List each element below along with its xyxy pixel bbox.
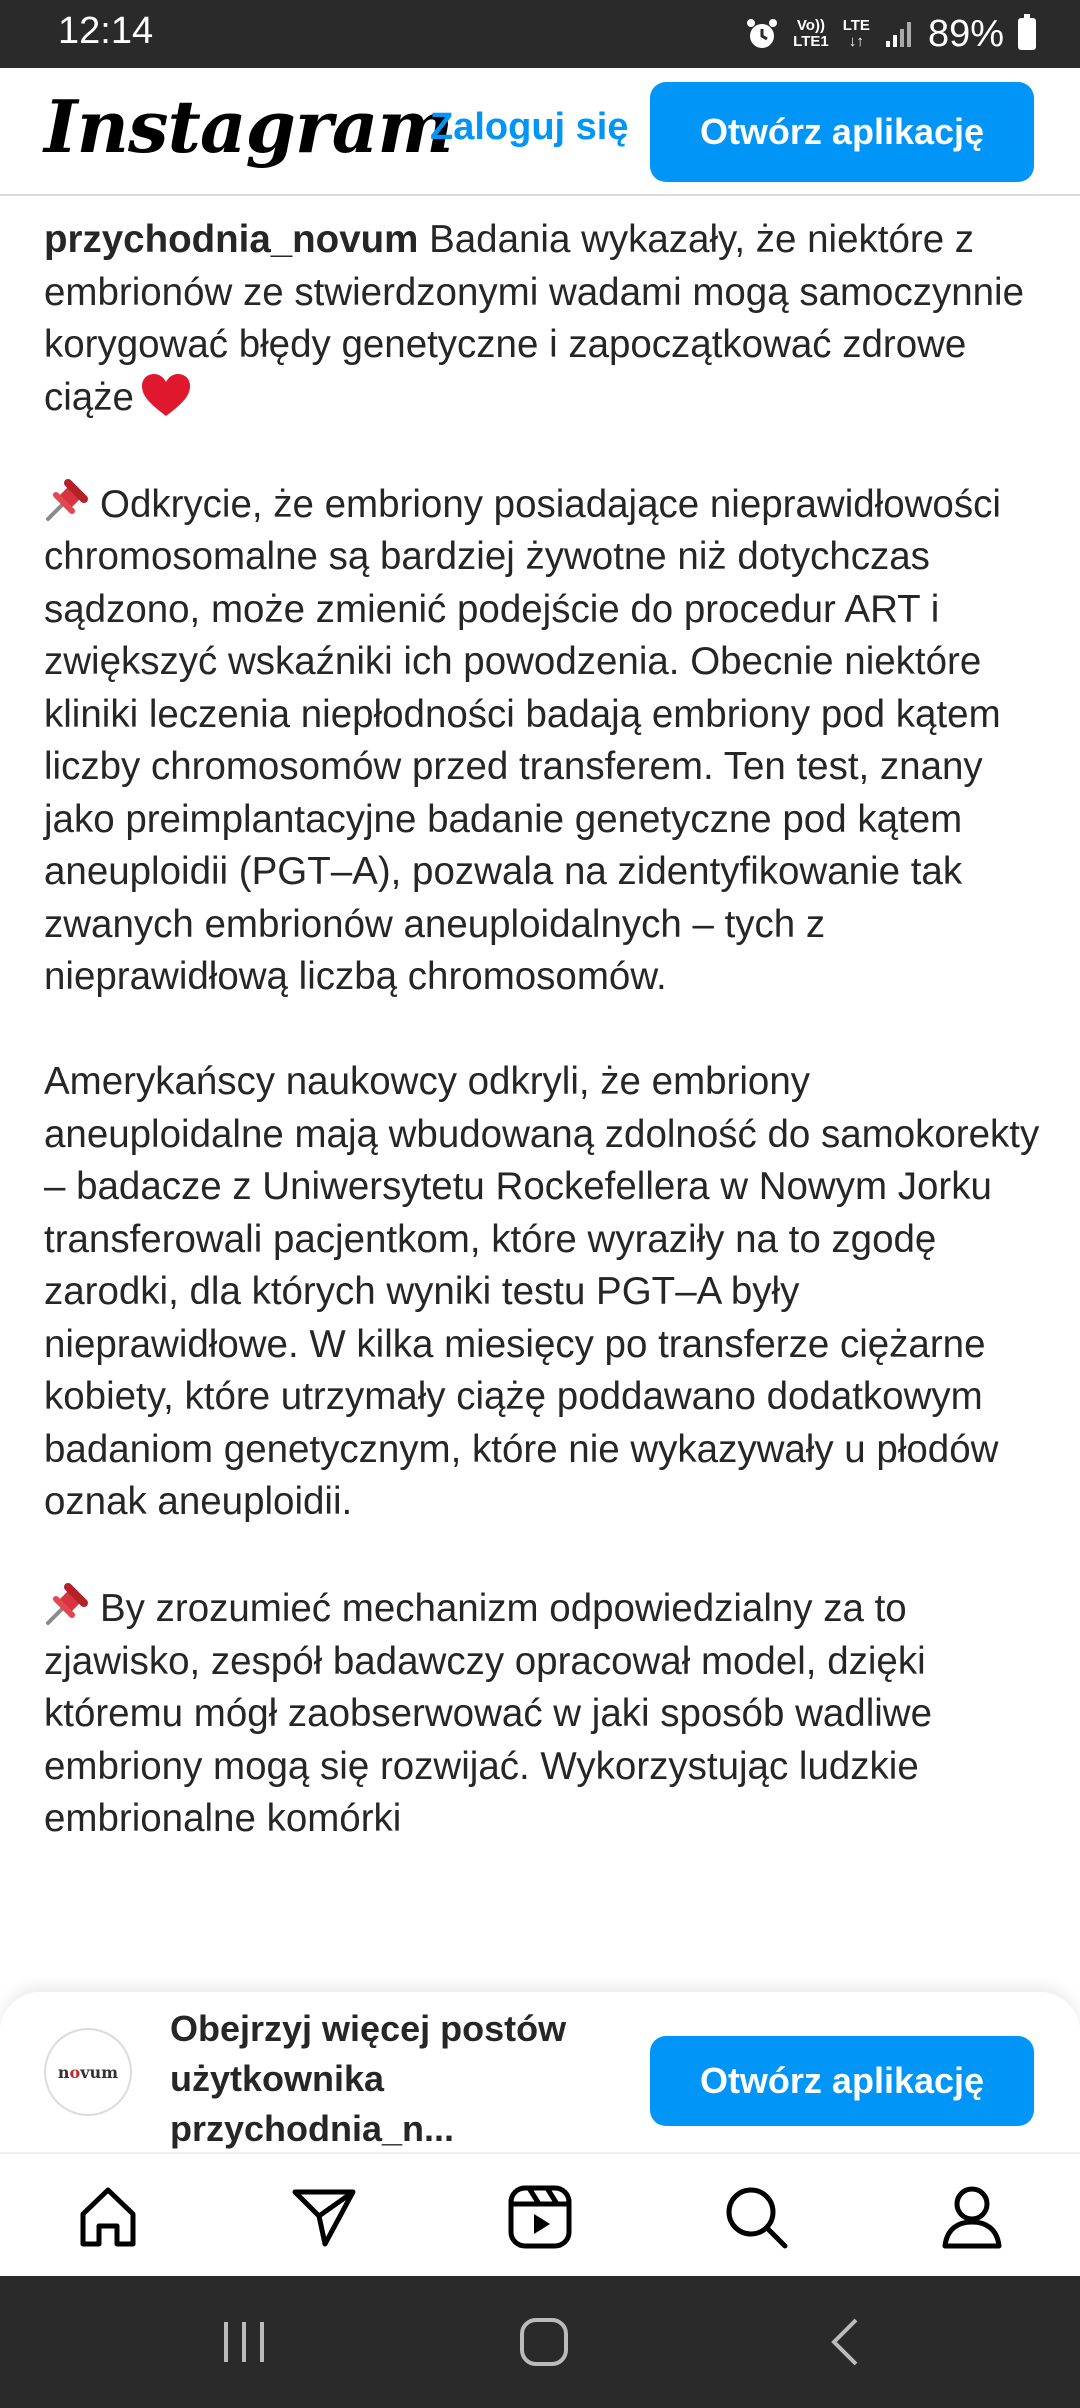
alarm-icon [745, 17, 779, 51]
recents-icon[interactable] [214, 2312, 274, 2372]
status-bar [0, 0, 1080, 68]
open-app-button[interactable]: Otwórz aplikację [650, 82, 1034, 182]
caption-intro [44, 214, 1044, 424]
caption-paragraph-1-text: Odkrycie, że embriony posiadające nieprawidłowości chromosomalne są bardziej żywotne niż dotychczas sądzono, może zmienić podejście do procedur ART i zwiększyć wskaźniki ich powodzenia. Obecnie niektóre kliniki leczenia niepłodności badają embriony pod kątem liczby chromosomów przed transferem. Ten test, znany jako preimplantacyjne badanie genetyczne pod kątem aneuploidii (PGT–A), pozwala na zidentyfikowanie tak zwanych embrionów aneuploidalnych – tych z nieprawidłową liczbą chromosomów. [44, 482, 1001, 998]
post-caption [44, 214, 1044, 1898]
bottom-nav [0, 2152, 1080, 2278]
avatar[interactable] [44, 2028, 132, 2116]
pushpin-icon [44, 477, 90, 523]
direct-icon[interactable] [289, 2182, 359, 2252]
profile-icon[interactable] [937, 2182, 1007, 2252]
status-time: 12:14 [58, 10, 154, 52]
caption-paragraph-1 [44, 477, 1044, 1004]
open-app-sheet [0, 1992, 1080, 2152]
red-heart-icon [140, 372, 192, 418]
sheet-message: Obejrzyj więcej postów użytkownika przychodnia_n... [170, 2008, 567, 2149]
search-icon[interactable] [721, 2182, 791, 2252]
home-icon[interactable] [73, 2182, 143, 2252]
volte-label: Vo)) LTE1 [793, 17, 829, 50]
caption-paragraph-3 [44, 1581, 1044, 1846]
battery-percent: 89% [927, 12, 1004, 55]
signal-icon [884, 19, 914, 49]
lte-label: LTE ↓↑ [842, 17, 870, 50]
avatar-logo-text: novum [57, 2062, 119, 2082]
instagram-logo[interactable]: Instagram [44, 84, 453, 169]
system-nav-bar [0, 2276, 1080, 2408]
pushpin-icon [44, 1581, 90, 1627]
battery-icon [1018, 18, 1036, 50]
home-button-icon[interactable] [514, 2312, 574, 2372]
caption-paragraph-2: Amerykańscy naukowcy odkryli, że embriony aneuploidalne mają wbudowaną zdolność do samokorekty – badacze z Uniwersytetu Rockefellera w Nowym Jorku transferowali pacjentkom, które wyraziły na to zgodę zarodki, dla których wyniki testu PGT–A były nieprawidłowe. W kilka miesięcy po transferze ciężarne kobiety, które utrzymały ciążę poddawano dodatkowym badaniom genetycznym, które nie wykazywały u płodów oznak aneuploidii. [44, 1060, 1040, 1523]
back-icon[interactable] [818, 2312, 878, 2372]
login-link[interactable]: Zaloguj się [430, 106, 629, 148]
caption-username[interactable]: przychodnia_novum [44, 218, 419, 261]
caption-intro-text: Badania wykazały, że niektóre z embrionów ze stwierdzonymi wadami mogą samoczynnie korygować błędy genetyczne i zapoczątkować zdrowe ciąże [44, 218, 1025, 419]
reels-icon[interactable] [505, 2182, 575, 2252]
sheet-open-app-button[interactable]: Otwórz aplikację [650, 2036, 1034, 2126]
top-bar [0, 68, 1080, 196]
caption-paragraph-3-text: By zrozumieć mechanizm odpowiedzialny za to zjawisko, zespół badawczy opracował model, dzięki któremu mógł zaobserwować w jaki sposób wadliwe embriony mogą się rozwijać. Wykorzystując ludzkie embrionalne komórki [44, 1587, 933, 1840]
status-icons [745, 8, 1036, 60]
